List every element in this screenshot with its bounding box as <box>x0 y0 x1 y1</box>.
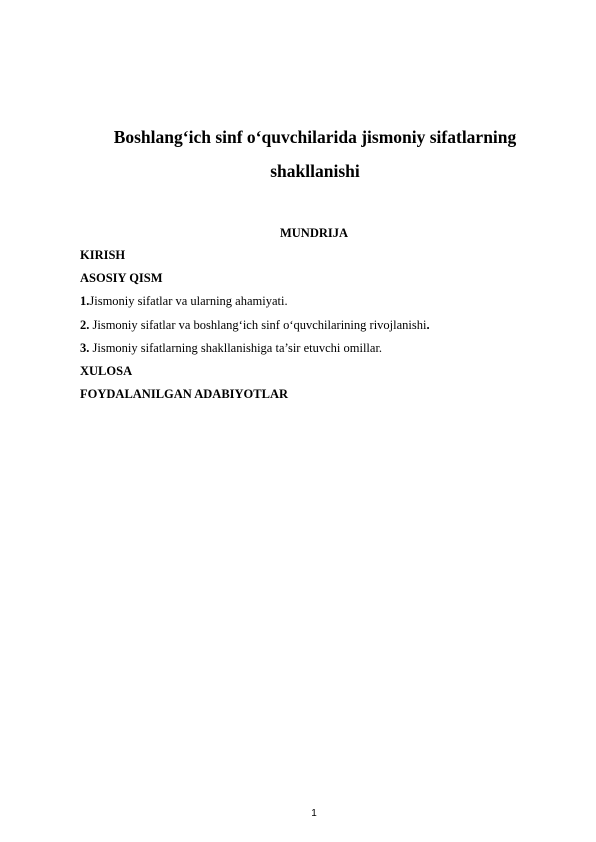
toc-item-label: FOYDALANILGAN ADABIYOTLAR <box>80 387 289 402</box>
toc-item-trailing-period: . <box>426 317 430 332</box>
toc-item-adabiyotlar <box>80 385 430 408</box>
toc-item-label: Jismoniy sifatlar va boshlang‘ich sinf o‘quvchilarining rivojlanishi <box>89 317 427 332</box>
toc-heading: MUNDRIJA <box>279 226 349 240</box>
title-line-1: Boshlang‘ich sinf o‘quvchilarida jismoniy sifatlarning <box>113 127 517 147</box>
toc-item-label: Jismoniy sifatlarning shakllanishiga ta’sir etuvchi omillar. <box>89 340 383 355</box>
toc-item-1 <box>80 292 430 315</box>
toc-item-xulosa <box>80 362 430 385</box>
toc-item-number: 2. <box>80 317 90 332</box>
toc-item-label: KIRISH <box>80 248 126 262</box>
toc-item-number: 3. <box>80 340 90 355</box>
toc-item-label: ASOSIY QISM <box>80 271 163 286</box>
title-line-2: shakllanishi <box>270 161 360 181</box>
toc-item-label: XULOSA <box>80 363 133 378</box>
document-title <box>80 120 550 188</box>
page-number: 1 <box>311 808 317 819</box>
table-of-contents <box>80 246 430 408</box>
toc-item-kirish <box>80 246 430 269</box>
toc-item-2 <box>80 316 430 339</box>
toc-item-number: 1. <box>80 294 90 309</box>
toc-item-3 <box>80 339 430 362</box>
toc-item-asosiy-qism <box>80 269 430 292</box>
toc-item-label: Jismoniy sifatlar va ularning ahamiyati. <box>89 294 288 309</box>
